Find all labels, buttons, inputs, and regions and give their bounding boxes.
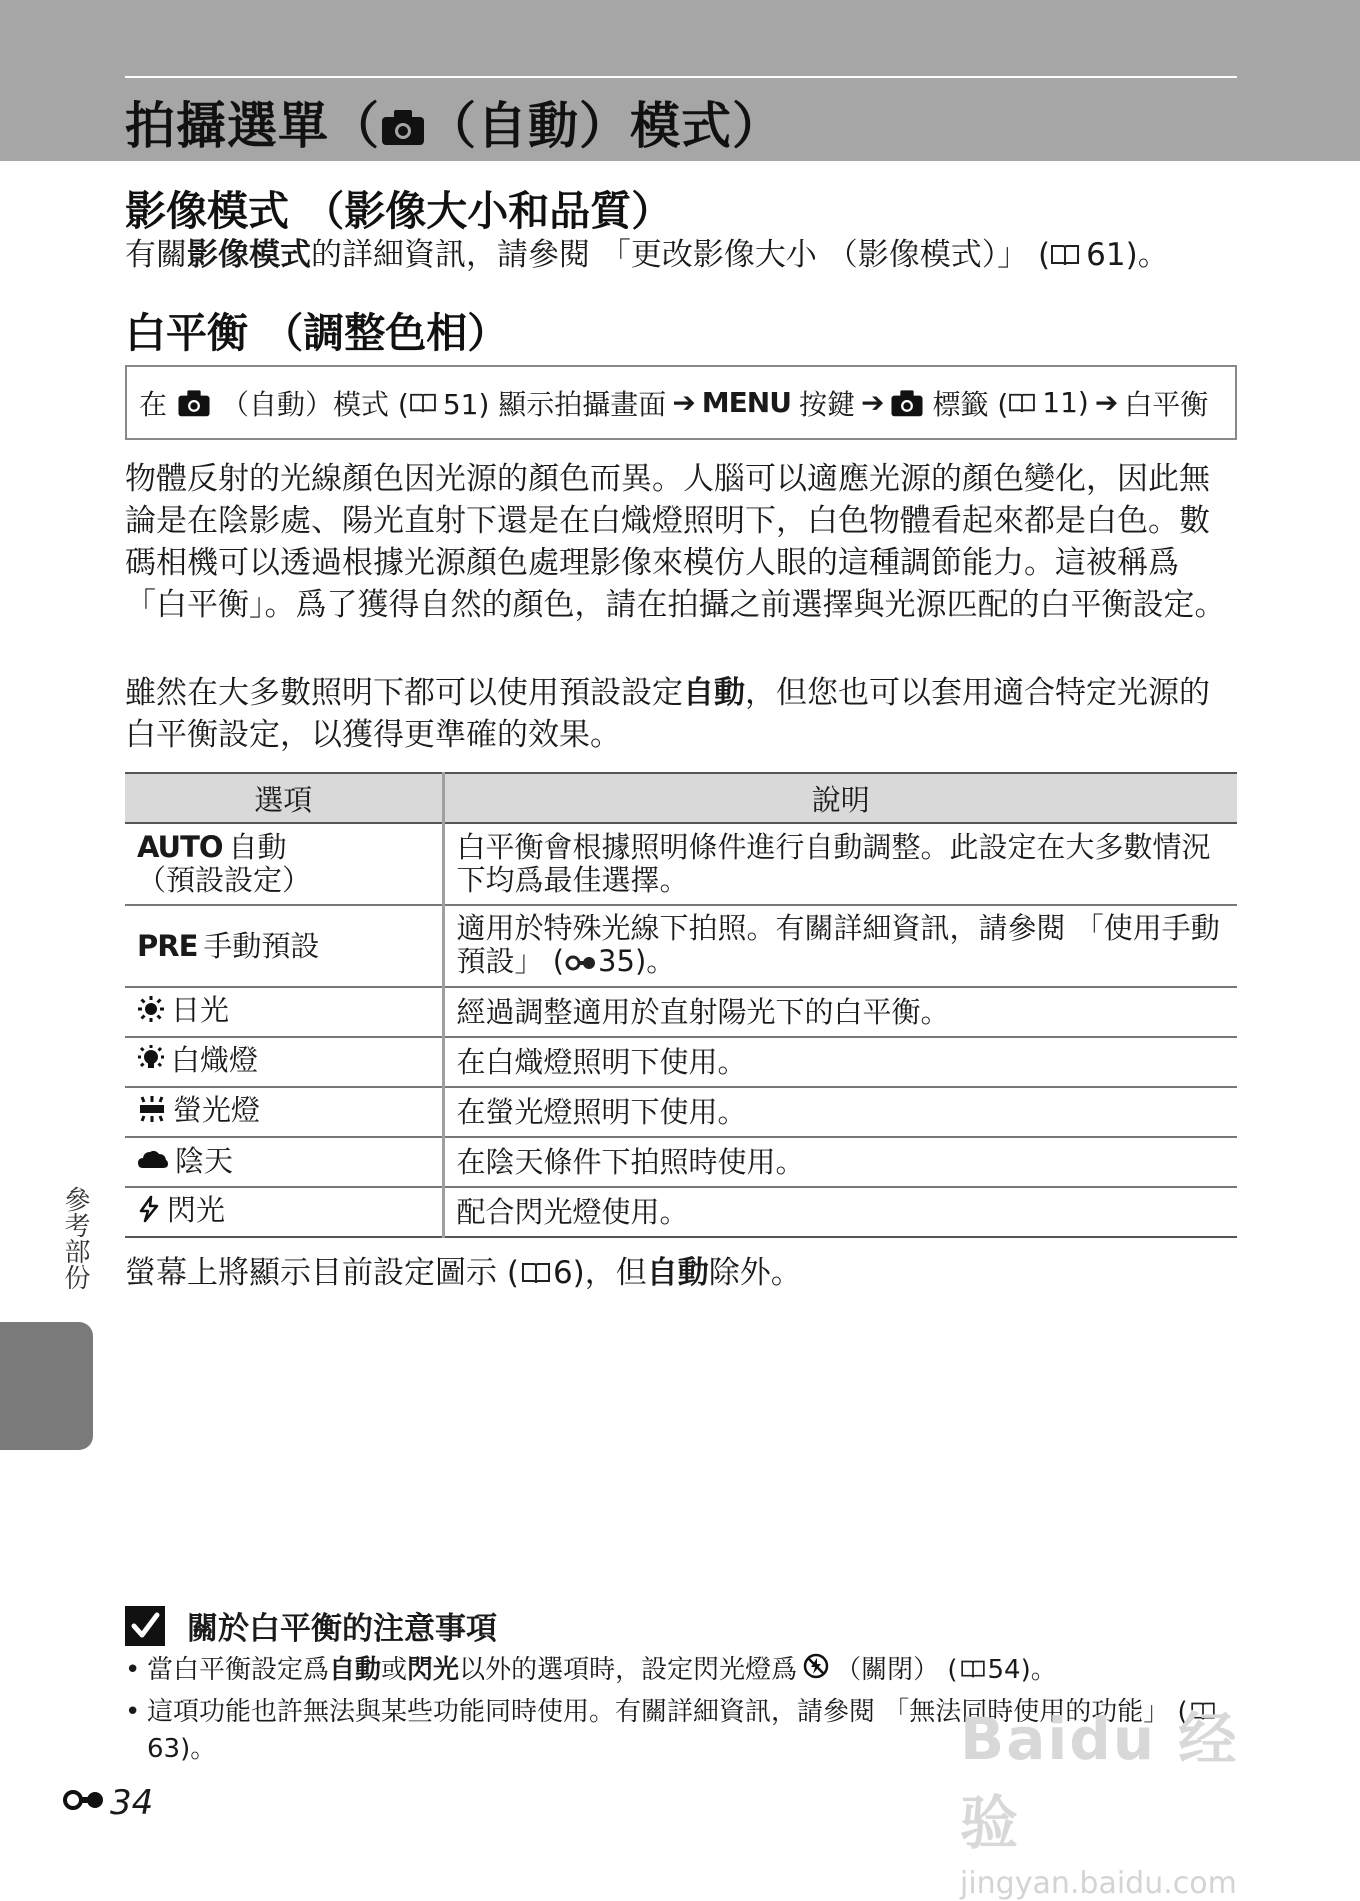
after-table-text-c: 除外。 — [708, 1255, 802, 1291]
b1-text-b: 以外的選項時，設定閃光燈爲 — [459, 1655, 798, 1685]
nav-text-8: 白平衡 — [1124, 387, 1209, 421]
book-icon — [521, 1254, 551, 1296]
description-cell: 在陰天條件下拍照時使用。 — [443, 1137, 1237, 1187]
camera-icon — [177, 388, 211, 418]
watermark-url: jingyan.baidu.com — [960, 1866, 1237, 1901]
after-table-bold: 自動 — [646, 1255, 709, 1291]
white-balance-body-1: 物體反射的光線顏色因光源的顏色而異。人腦可以適應光源的顏色變化，因此無論是在陰影處、陽光直射下還是在白熾燈照明下，白色物體看起來都是白色。數碼相機可以透過根據光源顏色處理影像來模仿人眼的這種調節能力。這被稱爲 「白平衡」。爲了獲得自然的顏色，請在拍攝之前選擇與光源匹配的白平衡設定。 — [125, 461, 1226, 623]
after-table-text-a: 螢幕上將顯示目前設定圖示 ( — [125, 1255, 519, 1291]
arrow-right-icon: ➔ — [1094, 386, 1119, 419]
b1-text-c: （關閉） ( — [835, 1655, 958, 1685]
p1-bold: 影像模式 — [187, 237, 311, 273]
p1-rest: 的詳細資訊，請參閱 「更改影像大小 （影像模式）」 ( — [311, 237, 1051, 273]
nav-text-6: 標籤 ( — [932, 387, 1009, 421]
option-name: 自動 — [228, 830, 287, 864]
page-number-text: 34 — [110, 1783, 154, 1823]
option-name: 閃光 — [167, 1193, 226, 1228]
book-icon — [409, 392, 437, 414]
table-row — [125, 905, 1237, 987]
b1-text-a: 當白平衡設定爲 — [147, 1655, 330, 1685]
table-row — [125, 1087, 1237, 1137]
option-name: 日光 — [171, 993, 230, 1028]
b2-text-a: 這項功能也許無法與某些功能同時使用。有關詳細資訊，請參閱 「無法同時使用的功能」 ( — [147, 1697, 1188, 1727]
side-tab — [0, 1322, 93, 1450]
section-title-white-balance: 白平衡 （調整色相） — [125, 309, 509, 357]
flash-off-icon — [803, 1653, 829, 1689]
watermark — [960, 1692, 1290, 1901]
camera-icon — [380, 101, 426, 159]
option-code: PRE — [137, 928, 198, 963]
p1-text: 有關 — [125, 237, 187, 273]
nav-text-7: 11) — [1042, 386, 1089, 419]
description-cell: 經過調整適用於直射陽光下的白平衡。 — [443, 987, 1237, 1037]
menu-button-label: MENU — [701, 386, 791, 419]
option-incandescent — [125, 1037, 443, 1087]
table-header-description: 說明 — [443, 773, 1237, 823]
fluorescent-icon — [137, 1095, 167, 1130]
camera-tab-icon — [890, 388, 924, 418]
flash-icon — [137, 1195, 161, 1230]
reference-icon — [62, 1783, 106, 1823]
body2-text-b: ，但您也可以套用適合特定光源的白平衡設定，以獲得更準確的效果。 — [125, 675, 1210, 753]
title-suffix: （自動）模式） — [426, 97, 783, 155]
note-title — [125, 1603, 497, 1648]
body2-text-a: 雖然在大多數照明下都可以使用預設設定 — [125, 675, 683, 711]
book-icon — [1008, 392, 1036, 414]
image-mode-paragraph — [125, 234, 1237, 278]
nav-text-2: （自動）模式 ( — [221, 387, 409, 421]
option-daylight — [125, 987, 443, 1037]
page-title — [125, 86, 783, 159]
note-title-text: 關於白平衡的注意事項 — [187, 1611, 497, 1647]
current-setting-note — [125, 1252, 1237, 1296]
option-code: AUTO — [137, 830, 223, 864]
b1-text-mid: 或 — [381, 1655, 408, 1685]
option-fluorescent — [125, 1087, 443, 1137]
description-cell: 配合閃光燈使用。 — [443, 1187, 1237, 1237]
table-header-option: 選項 — [125, 773, 443, 823]
description-text: 適用於特殊光線下拍照。有關詳細資訊，請參閱 「使用手動預設」 ( — [456, 911, 1220, 979]
table-row — [125, 823, 1237, 905]
header-rule — [125, 76, 1237, 78]
description-cell: 在螢光燈照明下使用。 — [443, 1087, 1237, 1137]
book-icon — [960, 1653, 986, 1689]
nav-text-5: 按鍵 — [798, 387, 855, 421]
arrow-right-icon: ➔ — [860, 386, 885, 419]
table-row — [125, 1037, 1237, 1087]
option-name: 白熾燈 — [171, 1043, 259, 1078]
after-table-text-b: 6)，但 — [552, 1255, 647, 1291]
body2-bold: 自動 — [683, 675, 745, 711]
arrow-right-icon: ➔ — [672, 386, 696, 419]
option-name: 手動預設 — [203, 928, 320, 963]
nav-text-1: 在 — [139, 387, 168, 421]
description-cell: 白平衡會根據照明條件進行自動調整。此設定在大多數情況下均爲最佳選擇。 — [443, 823, 1237, 905]
b1-bold-2: 閃光 — [407, 1655, 460, 1685]
navigation-path-box — [125, 365, 1237, 440]
white-balance-table — [125, 772, 1237, 1238]
table-row — [125, 1137, 1237, 1187]
option-subtitle: （預設設定） — [137, 863, 312, 897]
check-icon — [125, 1606, 165, 1646]
option-name: 螢光燈 — [173, 1093, 261, 1128]
option-pre — [125, 905, 443, 987]
b1-ref: 54)。 — [987, 1655, 1057, 1685]
option-flash — [125, 1187, 443, 1237]
option-cloudy — [125, 1137, 443, 1187]
note-bullet-1 — [125, 1652, 1237, 1689]
description-ref: 35)。 — [598, 944, 676, 979]
side-tab-label: 參考部份 — [60, 1186, 90, 1290]
reference-icon — [566, 947, 596, 980]
sun-icon — [137, 995, 165, 1030]
table-header-row — [125, 773, 1237, 823]
description-cell — [443, 905, 1237, 987]
table-row — [125, 987, 1237, 1037]
cloud-icon — [137, 1146, 169, 1179]
description-cell: 在白熾燈照明下使用。 — [443, 1037, 1237, 1087]
title-prefix: 拍攝選單（ — [125, 97, 380, 155]
p1-ref: 61)。 — [1086, 237, 1169, 273]
nav-text-3: 51) 顯示拍攝畫面 — [442, 387, 667, 421]
incandescent-icon — [137, 1045, 165, 1080]
book-icon — [1050, 236, 1080, 278]
b1-bold-1: 自動 — [329, 1655, 382, 1685]
watermark-brand: Baidu 经验 — [960, 1705, 1239, 1857]
option-name: 陰天 — [175, 1143, 234, 1178]
section-title-image-mode: 影像模式 （影像大小和品質） — [125, 187, 673, 235]
table-row — [125, 1187, 1237, 1237]
b2-ref: 63)。 — [147, 1733, 217, 1764]
white-balance-body-2 — [125, 672, 1237, 756]
page-number — [62, 1783, 153, 1823]
option-auto — [125, 823, 443, 905]
